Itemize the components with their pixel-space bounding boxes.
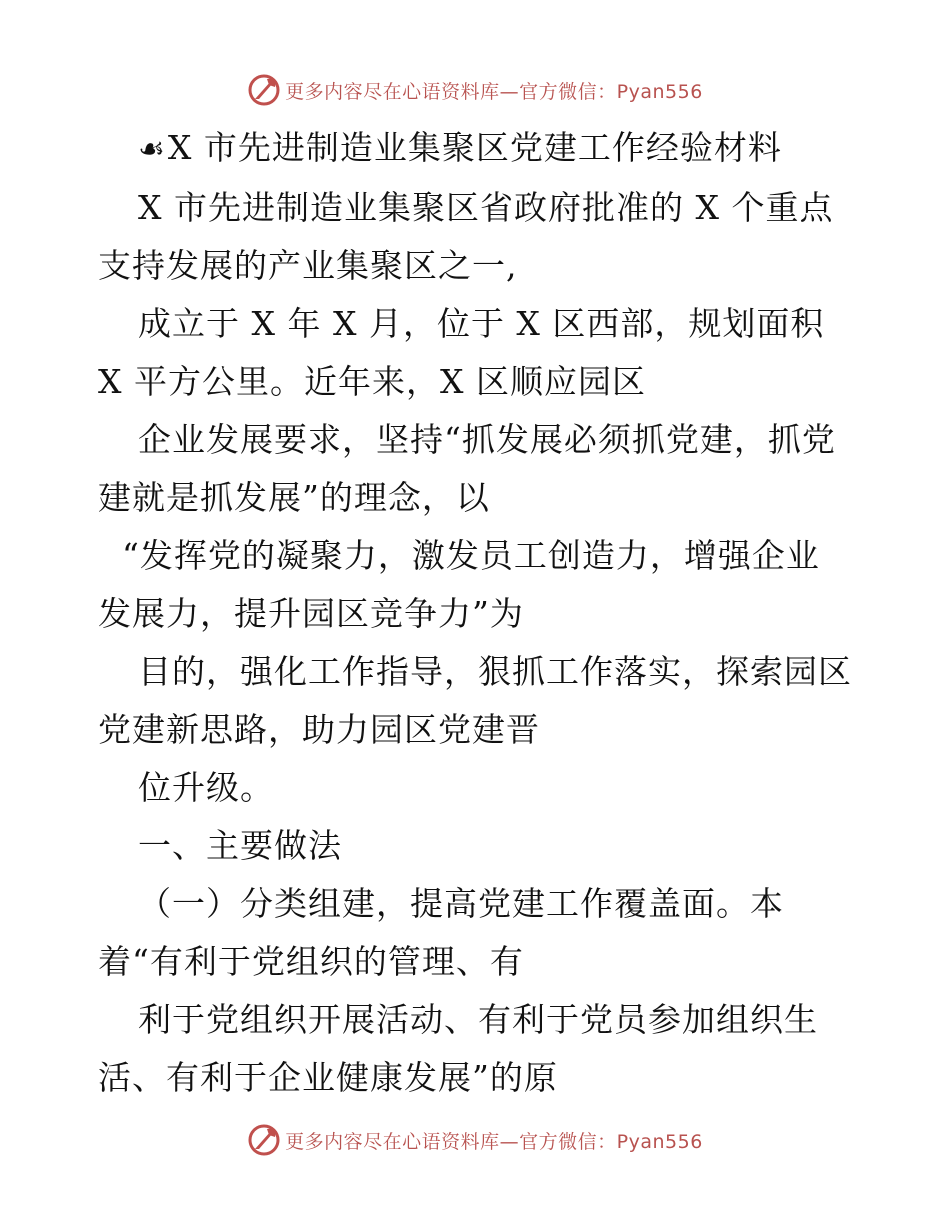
- paragraph-line: 发展力，提升园区竞争力”为: [98, 594, 524, 633]
- paragraph-line: 建就是抓发展”的理念，以: [98, 478, 490, 517]
- watermark-text: 更多内容尽在心语资料库—官方微信：Pyan556: [285, 1130, 703, 1153]
- paragraph-line: X 平方公里。近年来，X 区顺应园区: [98, 362, 646, 401]
- paragraph-line: 着“有利于党组织的管理、有: [98, 942, 524, 981]
- paragraph-line: “发挥党的凝聚力，激发员工创造力，增强企业: [122, 536, 820, 575]
- paragraph-line: 企业发展要求，坚持“抓发展必须抓党建，抓党: [138, 420, 836, 459]
- paragraph-line: 成立于 X 年 X 月，位于 X 区西部，规划面积: [138, 304, 825, 343]
- paragraph-line: 党建新思路，助力园区党建晋: [98, 710, 540, 749]
- quill-logo-icon: [247, 1123, 281, 1157]
- footer-watermark: [0, 1120, 950, 1160]
- document-title-text: X 市先进制造业集聚区党建工作经验材料: [167, 128, 782, 167]
- paragraph-line: 活、有利于企业健康发展”的原: [98, 1058, 558, 1097]
- paragraph-line: 支持发展的产业集聚区之一,: [98, 246, 518, 285]
- watermark-text: 更多内容尽在心语资料库—官方微信：Pyan556: [285, 80, 703, 103]
- document-title: [138, 128, 782, 170]
- paragraph-line: （一）分类组建，提高党建工作覆盖面。本: [138, 884, 784, 923]
- paragraph-line: X 市先进制造业集聚区省政府批准的 X 个重点: [138, 188, 834, 227]
- paragraph-line: 目的，强化工作指导，狠抓工作落实，探索园区: [138, 652, 852, 691]
- fleuron-icon: ☙: [138, 132, 166, 167]
- paragraph-line: 位升级。: [138, 768, 274, 807]
- paragraph-line: 利于党组织开展活动、有利于党员参加组织生: [138, 1000, 818, 1039]
- section-heading: 一、主要做法: [138, 826, 342, 865]
